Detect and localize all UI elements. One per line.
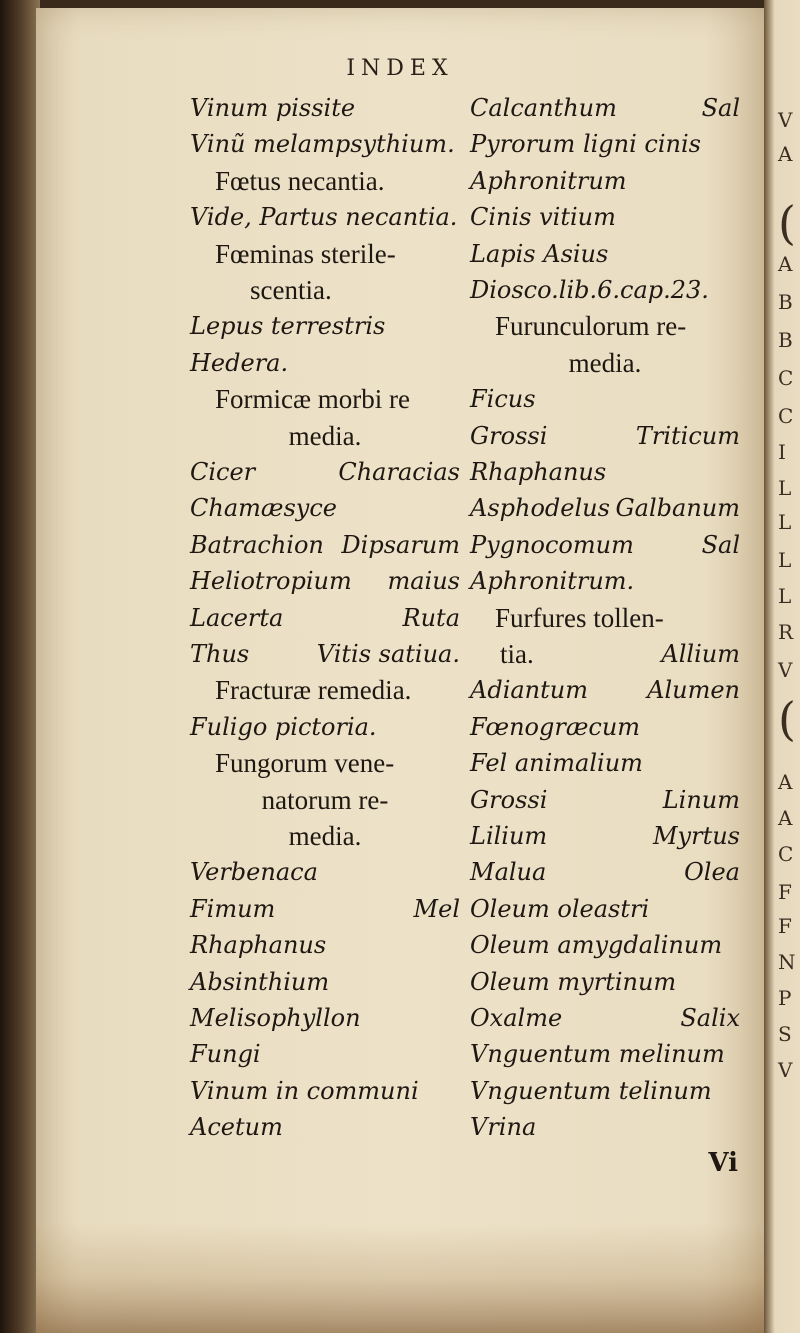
index-entry (190, 563, 460, 599)
entry-text-secondary: Sal (701, 94, 740, 122)
entry-text: media. (288, 821, 362, 851)
entry-text-secondary: Galbanum (615, 494, 740, 523)
index-entry (190, 236, 460, 272)
facing-page-letter: I (778, 440, 786, 464)
entry-text: Grossi (470, 785, 548, 814)
entry-text-secondary: maius (387, 567, 460, 596)
facing-page-letter: V (778, 1058, 793, 1082)
entry-text: Rhaphanus (470, 458, 607, 486)
facing-page-letter: R (778, 620, 794, 644)
entry-text: Calcanthum (470, 94, 617, 122)
index-entry (190, 490, 460, 526)
entry-text: Rhaphanus (190, 931, 327, 960)
entry-text: Pygnocomum (470, 530, 634, 559)
entry-text: Melisophyllon (190, 1004, 361, 1032)
index-entry (190, 199, 460, 235)
facing-page-letter: A (778, 252, 793, 276)
index-entry (190, 818, 460, 854)
index-entry (190, 854, 460, 890)
facing-page-letter: N (778, 950, 796, 974)
facing-page-letter: L (778, 548, 792, 572)
entry-text: Vnguentum melinum (470, 1040, 725, 1069)
index-entry (190, 1109, 460, 1145)
entry-text: Batrachion (190, 530, 324, 559)
facing-page-letter: L (778, 510, 792, 534)
index-entry (470, 927, 740, 963)
entry-text: Diosco.lib.6.cap.23. (470, 276, 709, 304)
index-entry (190, 90, 460, 126)
index-entry (470, 308, 740, 344)
entry-text-secondary: Triticum (635, 421, 740, 450)
index-entry (190, 927, 460, 963)
facing-page-letter: A (778, 142, 793, 166)
index-entry (190, 709, 460, 745)
index-entry (190, 345, 460, 381)
index-entry (470, 782, 740, 818)
entry-text: natorum re- (261, 784, 389, 815)
entry-text: Verbenaca (190, 858, 318, 887)
entry-text: Grossi (470, 421, 548, 450)
entry-text: Oleum myrtinum (470, 967, 677, 996)
entry-text: Pyrorum ligni cinis (470, 130, 701, 159)
entry-text: Chamæsyce (190, 494, 337, 523)
index-entry (470, 199, 740, 235)
index-entry (470, 418, 740, 454)
entry-text: Vnguentum telinum (470, 1076, 712, 1105)
index-entry (190, 418, 460, 454)
facing-page-letter: ( (778, 196, 796, 250)
entry-text: Aphronitrum (470, 166, 627, 195)
facing-page-letter: A (778, 770, 793, 794)
index-entry (470, 236, 740, 272)
entry-text: Formicæ morbi re (215, 384, 410, 415)
entry-text: tia. (500, 639, 534, 669)
index-entry (190, 745, 460, 781)
entry-text-secondary: Ruta (402, 603, 460, 632)
entry-text: Furfures tollen- (495, 602, 664, 633)
index-entry (190, 126, 460, 162)
entry-text: Fungi (190, 1040, 261, 1069)
entry-text: Fœtus necantia. (215, 165, 385, 196)
index-entry (190, 782, 460, 818)
index-entry (190, 636, 460, 672)
facing-page-letter: L (778, 584, 792, 608)
index-entry (470, 163, 740, 199)
entry-text-secondary: Sal (701, 530, 740, 559)
entry-text: Oleum oleastri (470, 894, 650, 923)
index-entry (470, 90, 740, 126)
index-entry (470, 709, 740, 745)
facing-page-letter: A (778, 806, 793, 830)
index-entry (190, 308, 460, 344)
facing-page-letter: V (778, 658, 793, 682)
facing-page-letter: P (778, 986, 792, 1010)
facing-page-letter: V (778, 108, 793, 132)
entry-text: Fuligo pictoria. (190, 712, 377, 741)
facing-page-edge (764, 0, 800, 1333)
entry-text: Asphodelus (470, 494, 610, 523)
index-entry (190, 891, 460, 927)
index-entry (470, 527, 740, 563)
entry-text: Hedera. (190, 348, 289, 377)
facing-page-letter: ( (778, 692, 796, 746)
index-entry (190, 454, 460, 490)
index-entry (470, 964, 740, 1000)
entry-text: scentia. (250, 275, 332, 305)
index-entry (470, 1109, 740, 1145)
entry-text: Oxalme (470, 1004, 563, 1032)
index-entry (470, 454, 740, 490)
index-entry (470, 1036, 740, 1072)
index-entry (190, 600, 460, 636)
entry-text: Fœminas sterile- (215, 238, 396, 269)
entry-text: Fimum (190, 894, 276, 923)
facing-page-letter: F (778, 880, 792, 904)
page-header: INDEX (346, 56, 454, 81)
index-entry (470, 272, 740, 308)
index-entry (470, 1000, 740, 1036)
entry-text: Adiantum (470, 676, 588, 705)
entry-text: Oleum amygdalinum (470, 931, 723, 960)
facing-page-letter: F (778, 914, 792, 938)
entry-text: Cinis vitium (470, 203, 616, 232)
entry-text-secondary: Olea (684, 858, 740, 887)
index-entry (470, 126, 740, 162)
entry-text: Fel animalium (470, 749, 643, 778)
index-entry (470, 381, 740, 417)
entry-text: Lepus terrestris (190, 312, 386, 341)
index-entry (470, 854, 740, 890)
index-entry (190, 527, 460, 563)
index-entry (190, 272, 460, 308)
index-entry (190, 1073, 460, 1109)
entry-text: Fœnogræcum (470, 712, 641, 741)
entry-text-secondary: Alumen (647, 676, 740, 705)
index-entry (470, 600, 740, 636)
index-entry (470, 818, 740, 854)
facing-page-letter: S (778, 1022, 792, 1046)
entry-text-secondary: Salix (680, 1004, 740, 1032)
entry-text: media. (568, 347, 642, 378)
facing-page-letter: B (778, 328, 793, 352)
facing-page-letter: C (778, 842, 794, 866)
index-entry (470, 672, 740, 708)
entry-text: Thus (190, 640, 250, 668)
entry-text: Lilium (470, 822, 548, 850)
index-entry (470, 490, 740, 526)
index-entry (470, 745, 740, 781)
entry-text: Vinum pissite (190, 94, 356, 122)
entry-text-secondary: Mel (413, 894, 460, 923)
index-entry (470, 1073, 740, 1109)
facing-page-letter: B (778, 290, 793, 314)
entry-text-secondary: Dipsarum (341, 530, 460, 559)
index-entry (190, 1036, 460, 1072)
book-spine (0, 0, 40, 1333)
facing-page-letter: L (778, 476, 792, 500)
index-entry (470, 345, 740, 381)
entry-text: Lapis Asius (470, 239, 609, 268)
entry-text: Ficus (470, 385, 536, 414)
entry-text: Heliotropium (190, 567, 352, 596)
entry-text: Absinthium (190, 967, 330, 996)
entry-text: Acetum (190, 1113, 283, 1142)
catchword: Vi (708, 1148, 738, 1178)
entry-text-secondary: Myrtus (652, 822, 740, 850)
entry-text: Malua (470, 858, 547, 887)
entry-text: Fracturæ remedia. (215, 675, 412, 706)
entry-text-secondary: Characias (338, 458, 460, 486)
entry-text-secondary: Linum (662, 785, 740, 814)
entry-text: media. (288, 420, 362, 451)
entry-text-secondary: Allium (661, 640, 740, 668)
entry-text: Vide, Partus necantia. (190, 203, 458, 232)
entry-text: Vinũ melampsythium. (190, 130, 455, 159)
index-entry (190, 964, 460, 1000)
entry-text: Fungorum vene- (215, 748, 395, 779)
entry-text: Furunculorum re- (495, 311, 687, 342)
entry-text: Lacerta (190, 603, 284, 632)
entry-text: Vrina (470, 1113, 537, 1142)
facing-page-letter: C (778, 366, 794, 390)
index-entry (470, 891, 740, 927)
index-entry (190, 672, 460, 708)
entry-text: Aphronitrum. (470, 567, 635, 596)
index-entry (470, 636, 740, 672)
entry-text: Vinum in communi (190, 1076, 419, 1105)
entry-text: Cicer (190, 458, 256, 486)
index-entry (190, 163, 460, 199)
entry-text-secondary: Vitis satiua. (316, 640, 460, 668)
index-entry (190, 381, 460, 417)
index-entry (190, 1000, 460, 1036)
facing-page-letter: C (778, 404, 794, 428)
index-entry (470, 563, 740, 599)
